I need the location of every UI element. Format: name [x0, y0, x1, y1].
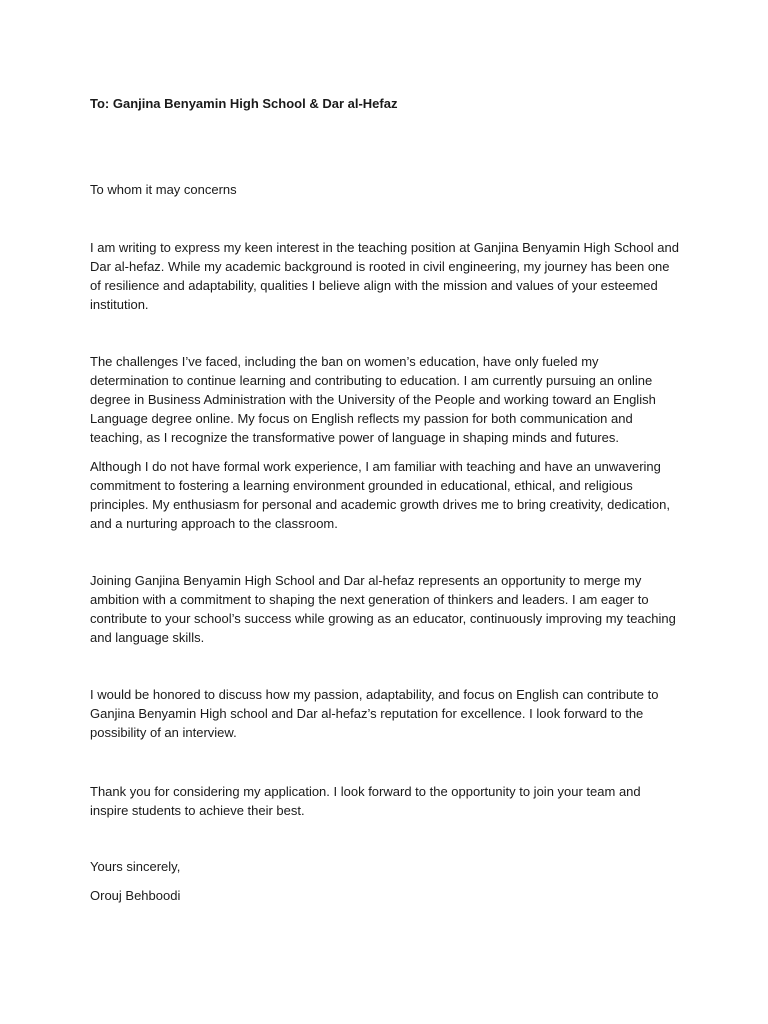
paragraph-experience: Although I do not have formal work experience, I am familiar with teaching and have an unwavering commitment to fostering a learning environment grounded in educational, ethical, and religious principles. My enthusiasm for personal and academic growth drives me to bring creativity, dedication, and a nurturing approach to the classroom. — [90, 459, 670, 531]
signature-name: Orouj Behboodi — [90, 888, 181, 903]
paragraph-opportunity: Joining Ganjina Benyamin High School and Dar al-hefaz represents an opportunity to merge my ambition with a commitment to shaping the next generation of thinkers and leaders. I am eager to contribute to your school’s success while growing as an educator, continuously improving my teaching and language skills. — [90, 573, 676, 645]
paragraph-interview: I would be honored to discuss how my passion, adaptability, and focus on English can contribute to Ganjina Benyamin High school and Dar al-hefaz’s reputation for excellence. I look forward to the possibility of an interview. — [90, 687, 659, 740]
salutation: To whom it may concerns — [90, 182, 237, 197]
recipient-line: To: Ganjina Benyamin High School & Dar al-Hefaz — [90, 96, 398, 111]
paragraph-interest: I am writing to express my keen interest in the teaching position at Ganjina Benyamin High School and Dar al-hefaz. While my academic background is rooted in civil engineering, my journey has been one of resilience and adaptability, qualities I believe align with the mission and values of your esteemed institution. — [90, 240, 679, 312]
paragraph-challenges: The challenges I’ve faced, including the ban on women’s education, have only fueled my determination to continue learning and contributing to education. I am currently pursuing an online degree in Business Administration with the University of the People and working toward an English Language degree online. My focus on English reflects my passion for both communication and teaching, as I recognize the transformative power of language in shaping minds and futures. — [90, 354, 656, 445]
paragraph-thanks: Thank you for considering my application. I look forward to the opportunity to join your team and inspire students to achieve their best. — [90, 784, 641, 818]
closing-line: Yours sincerely, — [90, 859, 181, 874]
